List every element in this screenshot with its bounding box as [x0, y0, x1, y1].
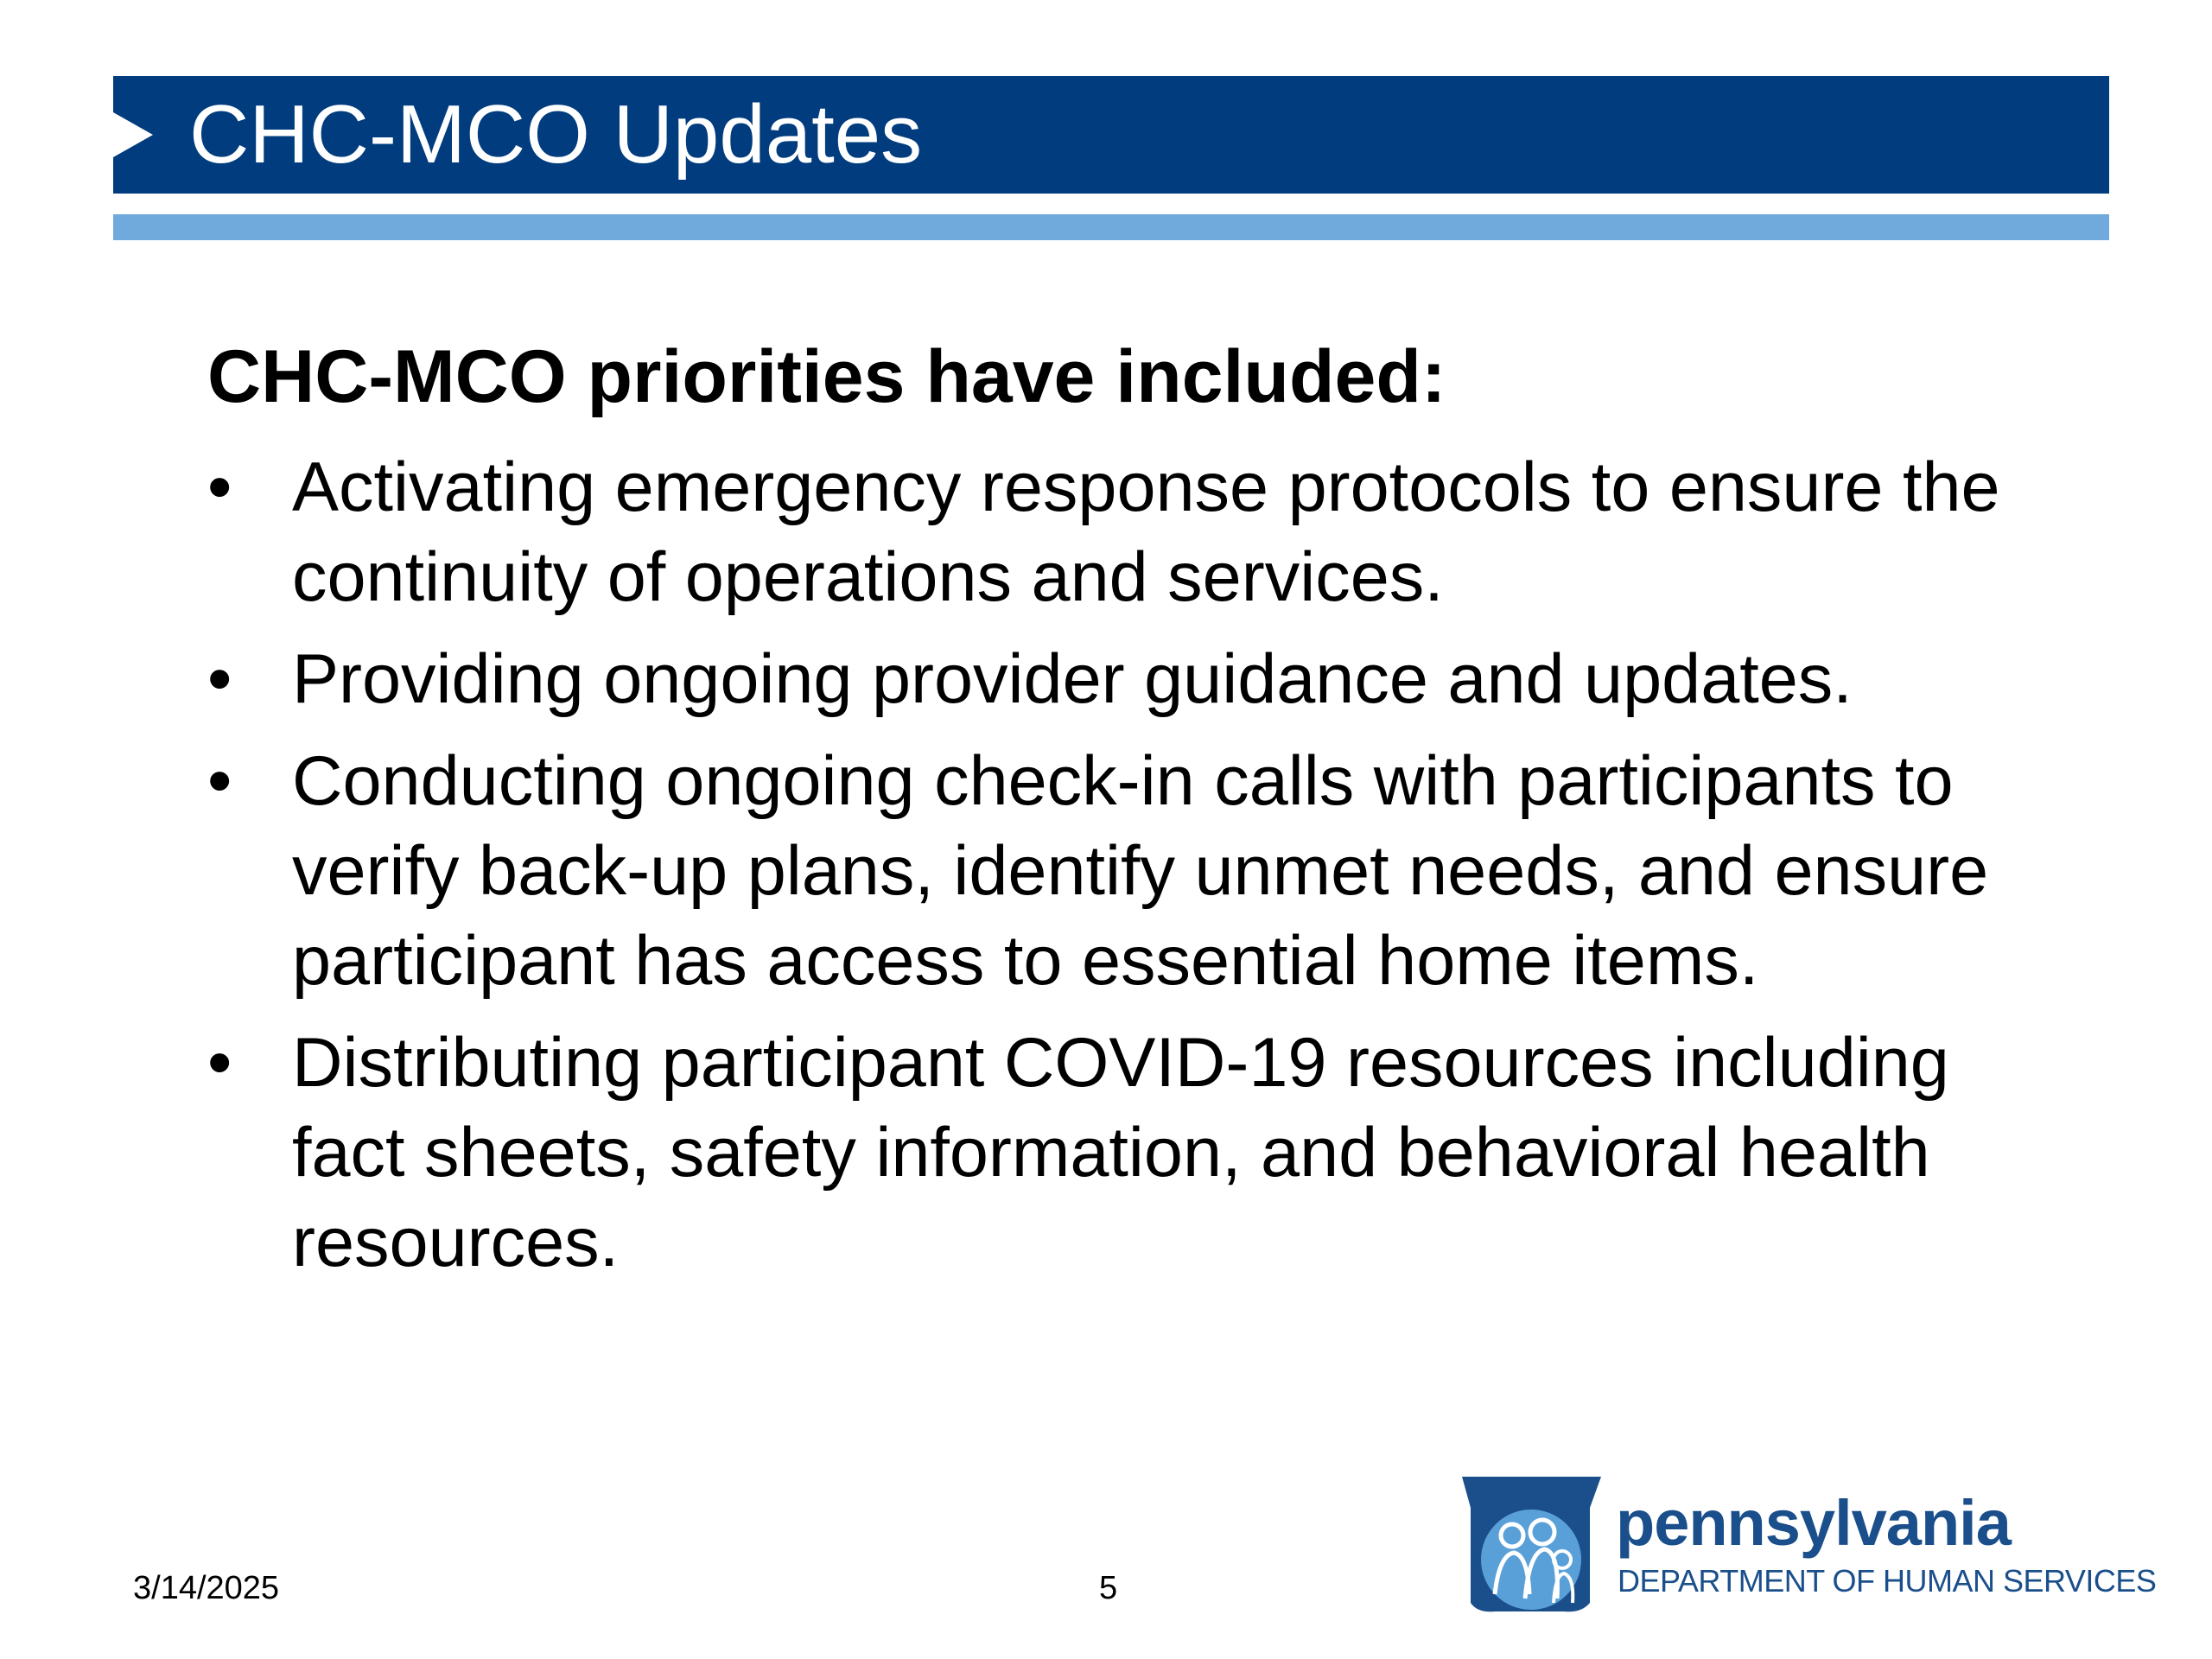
bullet-item — [207, 1018, 2056, 1287]
accent-bar — [113, 214, 2109, 240]
bullet-item — [207, 442, 2056, 622]
slide-heading: CHC-MCO priorities have included: — [207, 335, 1446, 418]
bullet-dot: • — [207, 640, 232, 718]
logo-department: DEPARTMENT OF HUMAN SERVICES — [1618, 1563, 2157, 1599]
bullet-text: Conducting ongoing check-in calls with participants to verify back-up plans, identify unmet needs, and ensure participant has access to essential home items. — [292, 742, 1989, 1000]
keystone-family-icon — [1460, 1473, 1603, 1616]
logo-name: pennsylvania — [1616, 1487, 2011, 1559]
bullet-text: Distributing participant COVID-19 resources including fact sheets, safety information, and behavioral health resources. — [292, 1024, 1949, 1281]
footer-page-number: 5 — [1099, 1570, 1118, 1606]
bullet-dot: • — [207, 448, 232, 526]
footer-date: 3/14/2025 — [133, 1570, 280, 1606]
bullet-list — [207, 442, 2056, 1300]
title-arrow-icon — [113, 112, 153, 157]
bullet-item — [207, 736, 2056, 1006]
bullet-item — [207, 634, 2056, 724]
bullet-dot: • — [207, 742, 232, 820]
bullet-text: Activating emergency response protocols to ensure the continuity of operations and services. — [292, 448, 2000, 616]
bullet-dot: • — [207, 1024, 232, 1102]
bullet-text: Providing ongoing provider guidance and updates. — [292, 640, 1853, 718]
slide-title: CHC-MCO Updates — [189, 88, 923, 181]
